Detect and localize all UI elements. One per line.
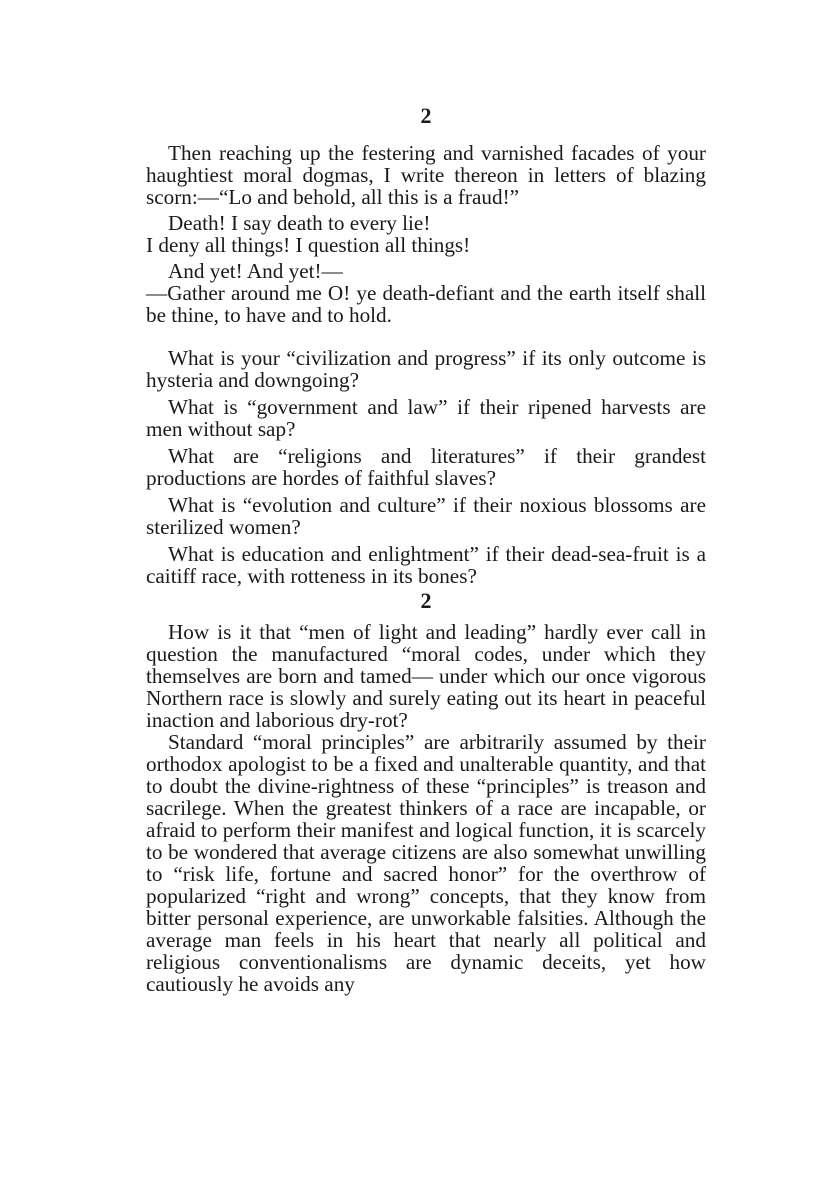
question-paragraph: What are “religions and literatures” if their grandest productions are hordes of faithful slaves? xyxy=(146,444,706,490)
section-paragraph: Standard “moral principles” are arbitrarily assumed by their orthodox apologist to be a fixed and unalterable quantity, and that to doubt the divine-rightness of these “principles” is treason and sacrilege. When the greatest thinkers of a race are incapable, or afraid to perform their manifest and logical function, it is scarcely to be wondered that average citizens are also somewhat unwilling to “risk life, fortune and sacred honor” for the overthrow of popularized “right and wrong” concepts, that they know from bitter personal experience, are unworkable falsities. Although the average man feels in his heart that nearly all political and religious conventionalisms are dynamic deceits, yet how cautiously he avoids any xyxy=(146,730,706,996)
section-paragraph: How is it that “men of light and leading” hardly ever call in question the manufactured “moral codes, under which they themselves are born and tamed— under which our once vigorous Northern race is slowly and surely eating out its heart in peaceful inaction and laborious dry-rot? xyxy=(146,620,706,732)
book-page xyxy=(146,104,706,995)
question-paragraph: What is your “civilization and progress” if its only outcome is hysteria and downgoing? xyxy=(146,346,706,392)
death-line: Death! I say death to every lie! xyxy=(168,211,431,235)
section-number: 2 xyxy=(420,588,432,613)
and-yet-line: And yet! And yet!— xyxy=(168,259,343,283)
question-paragraph: What is “evolution and culture” if their noxious blossoms are sterilized women? xyxy=(146,493,706,539)
page-number: 2 xyxy=(420,103,432,128)
question-paragraph: What is “government and law” if their ripened harvests are men without sap? xyxy=(146,395,706,441)
question-paragraph: What is education and enlightment” if their dead-sea-fruit is a caitiff race, with rotteness in its bones? xyxy=(146,542,706,588)
deny-line: I deny all things! I question all things! xyxy=(146,233,471,257)
opening-paragraph: Then reaching up the festering and varnished facades of your haughtiest moral dogmas, I write thereon in letters of blazing scorn:—“Lo and behold, all this is a fraud!” xyxy=(146,141,706,209)
gather-paragraph: —Gather around me O! ye death-defiant and the earth itself shall be thine, to have and to hold. xyxy=(146,281,706,327)
